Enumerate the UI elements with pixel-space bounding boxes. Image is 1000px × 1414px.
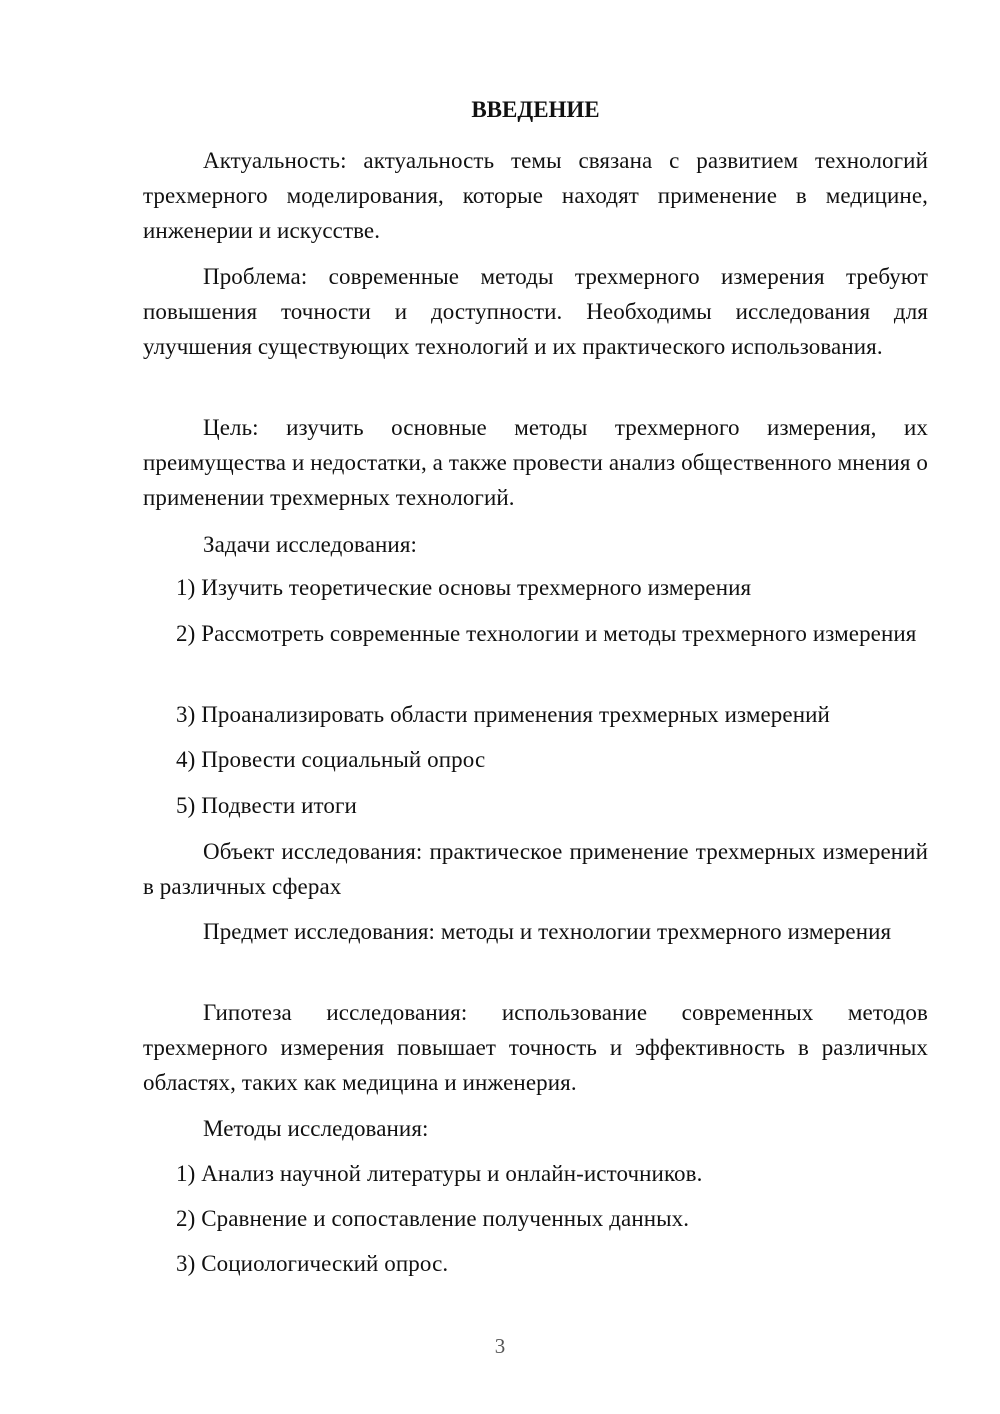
methods-heading-text: Методы исследования:: [203, 1116, 429, 1141]
subject-paragraph: [143, 914, 928, 949]
relevance-paragraph: [143, 143, 928, 248]
page-title: ВВЕДЕНИЕ: [471, 97, 600, 122]
goal-text: Цель: изучить основные методы трехмерного измерения, их преимущества и недостатки, а также провести анализ общественного мнения о применении трехмерных технологий.: [143, 415, 928, 510]
page-number: 3: [494, 1334, 506, 1358]
task-text-1: 1) Изучить теоретические основы трехмерного измерения: [176, 575, 752, 600]
hypothesis-text: Гипотеза исследования: использование современных методов трехмерного измерения повышает точность и эффективность в различных областях, таких как медицина и инженерия.: [143, 1000, 928, 1095]
problem-paragraph: [143, 259, 928, 364]
task-item-2: [143, 616, 928, 651]
tasks-heading-text: Задачи исследования:: [203, 532, 418, 557]
methods-heading: [143, 1111, 928, 1146]
method-text-3: 3) Социологический опрос.: [176, 1251, 449, 1276]
task-text-2: 2) Рассмотреть современные технологии и методы трехмерного измерения: [176, 621, 917, 646]
method-item-2: [143, 1201, 928, 1236]
hypothesis-paragraph: [143, 995, 928, 1100]
task-text-3: 3) Проанализировать области применения трехмерных измерений: [176, 702, 830, 727]
task-item-4: [143, 742, 928, 777]
object-text: Объект исследования: практическое применение трехмерных измерений в различных сферах: [143, 839, 928, 899]
task-item-5: [143, 788, 928, 823]
task-text-4: 4) Провести социальный опрос: [176, 747, 486, 772]
relevance-text: Актуальность: актуальность темы связана с развитием технологий трехмерного моделирования, которые находят применение в медицине, инженерии и искусстве.: [143, 148, 928, 243]
method-text-1: 1) Анализ научной литературы и онлайн-источников.: [176, 1161, 703, 1186]
object-paragraph: [143, 834, 928, 904]
task-text-5: 5) Подвести итоги: [176, 793, 357, 818]
method-text-2: 2) Сравнение и сопоставление полученных данных.: [176, 1206, 690, 1231]
tasks-heading: [143, 527, 928, 562]
method-item-1: [143, 1156, 928, 1191]
goal-paragraph: [143, 410, 928, 515]
task-item-1: [143, 570, 928, 605]
method-item-3: [143, 1246, 928, 1281]
subject-text: Предмет исследования: методы и технологии трехмерного измерения: [203, 919, 892, 944]
problem-text: Проблема: современные методы трехмерного измерения требуют повышения точности и доступности. Необходимы исследования для улучшения существующих технологий и их практического использования.: [143, 264, 928, 359]
task-item-3: [143, 697, 928, 732]
